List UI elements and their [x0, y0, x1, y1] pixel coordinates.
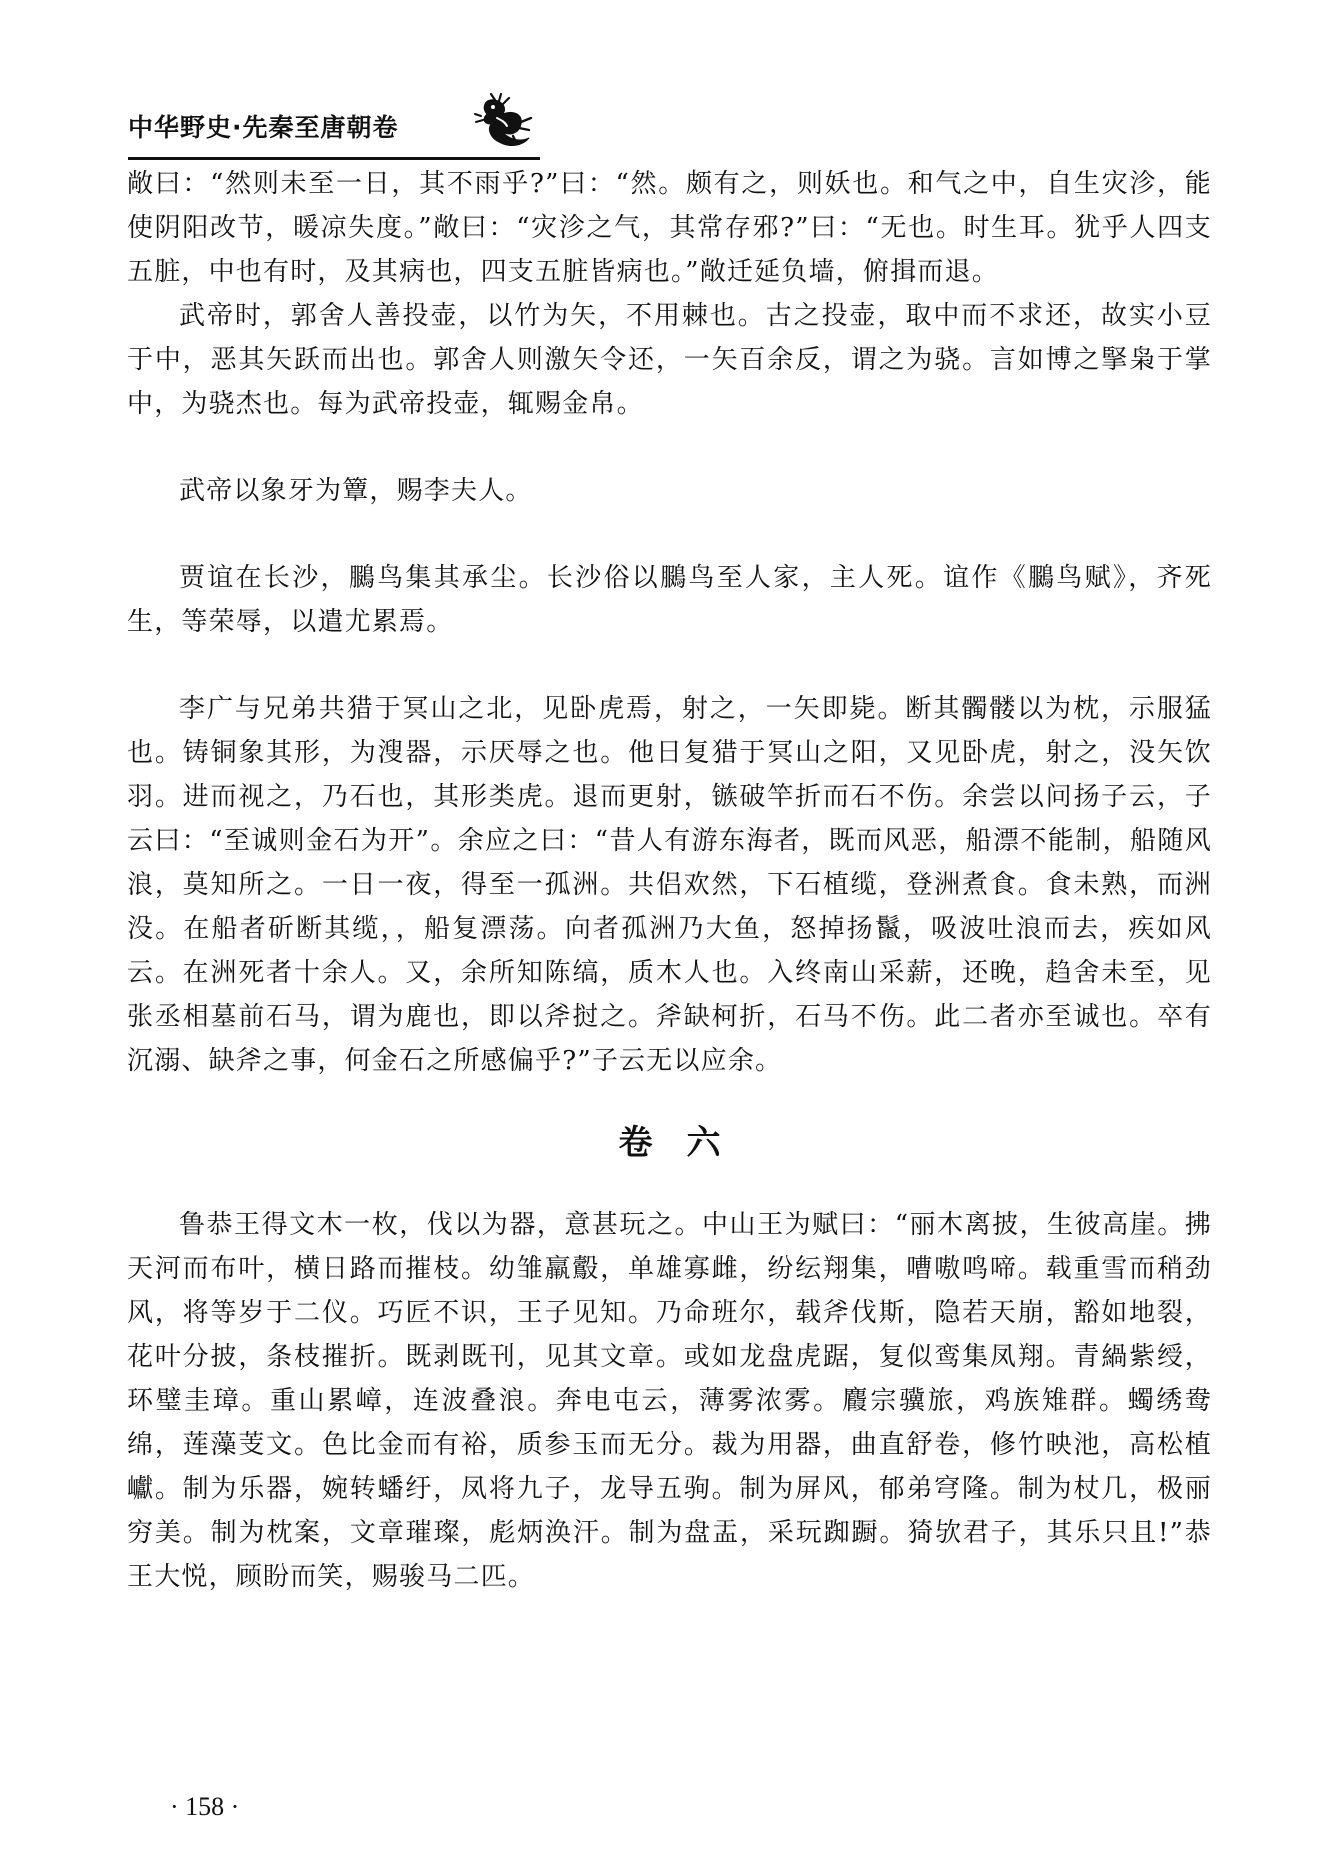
header-divider	[128, 157, 540, 160]
paragraph-ivory-mat: 武帝以象牙为簟，赐李夫人。	[179, 476, 533, 506]
paragraph-gap	[127, 513, 1212, 556]
paragraph-jia-yi: 贾谊在长沙，鵩鸟集其承尘。长沙俗以鵩鸟至人家，主人死。谊作《鵩鸟赋》，齐死生，等荣辱，以遣尤累焉。	[127, 563, 1212, 637]
page-body	[127, 162, 1212, 1599]
dragon-emblem-icon	[473, 92, 537, 150]
paragraph-gap	[127, 644, 1212, 687]
paragraph-gap	[127, 426, 1212, 469]
running-header	[128, 92, 540, 154]
page-number: · 158 ·	[170, 1792, 240, 1821]
paragraph-continued: 敞曰：“然则未至一日，其不雨乎?”曰：“然。颇有之，则妖也。和气之中，自生灾沴，能使阴阳改节，暖凉失度。”敞曰：“灾沴之气，其常存邪?”曰：“无也。时生耳。犹乎人四支五脏，中也有时，及其病也，四支五脏皆病也。”敞迁延负墙，俯揖而退。	[127, 169, 1212, 287]
paragraph-wenmu: 鲁恭王得文木一枚，伐以为器，意甚玩之。中山王为赋曰：“丽木离披，生彼高崖。拂天河而布叶，横日路而摧枝。幼雏羸鷇，单雄寡雌，纷纭翔集，嘈嗷鸣啼。载重雪而稍劲风，将等岁于二仪。巧匠不识，王子见知。乃命班尔，载斧伐斯，隐若天崩，豁如地裂，花叶分披，条枝摧折。既剥既刊，见其文章。或如龙盘虎踞，复似鸾集凤翔。青緺紫绶，环璧圭璋。重山累嶂，连波叠浪。奔电屯云，薄雾浓雾。麚宗骥旅，鸡族雉群。蠋绣鸯绵，莲藻芰文。色比金而有裕，质参玉而无分。裁为用器，曲直舒卷，修竹映池，高松植巘。制为乐器，婉转蟠纡，凤将九子，龙导五驹。制为屏风，郁弟穹隆。制为杖几，极丽穷美。制为枕案，文章璀璨，彪炳涣汗。制为盘盂，采玩踟蹰。猗欤君子，其乐只且!”恭王大悦，顾盼而笑，赐骏马二匹。	[127, 1210, 1212, 1592]
chapter-heading: 卷六	[618, 1123, 755, 1163]
paragraph-li-guang: 李广与兄弟共猎于冥山之北，见卧虎焉，射之，一矢即毙。断其髑髅以为枕，示服猛也。铸铜象其形，为溲器，示厌辱之也。他日复猎于冥山之阳，又见卧虎，射之，没矢饮羽。进而视之，乃石也，其形类虎。退而更射，镞破竿折而石不伤。余尝以问扬子云，子云曰：“至诚则金石为开”。余应之曰：“昔人有游东海者，既而风恶，船漂不能制，船随风浪，莫知所之。一日一夜，得至一孤洲。共侣欢然，下石植缆，登洲煮食。食未熟，而洲没。在船者斫断其缆，，船复漂荡。向者孤洲乃大鱼，怒掉扬鬣，吸波吐浪而去，疾如风云。在洲死者十余人。又，余所知陈缟，质木人也。入终南山采薪，还晚，趋舍未至，见张丞相墓前石马，谓为鹿也，即以斧挝之。斧缺柯折，石马不伤。此二者亦至诚也。卒有沉溺、缺斧之事，何金石之所感偏乎?”子云无以应余。	[127, 694, 1212, 1076]
paragraph-touhu: 武帝时，郭舍人善投壶，以竹为矢，不用棘也。古之投壶，取中而不求还，故实小豆于中，恶其矢跃而出也。郭舍人则激矢令还，一矢百余反，谓之为骁。言如博之掔枭于掌中，为骁杰也。每为武帝投壶，辄赐金帛。	[127, 301, 1212, 419]
book-title: 中华野史·先秦至唐朝卷	[128, 113, 399, 142]
